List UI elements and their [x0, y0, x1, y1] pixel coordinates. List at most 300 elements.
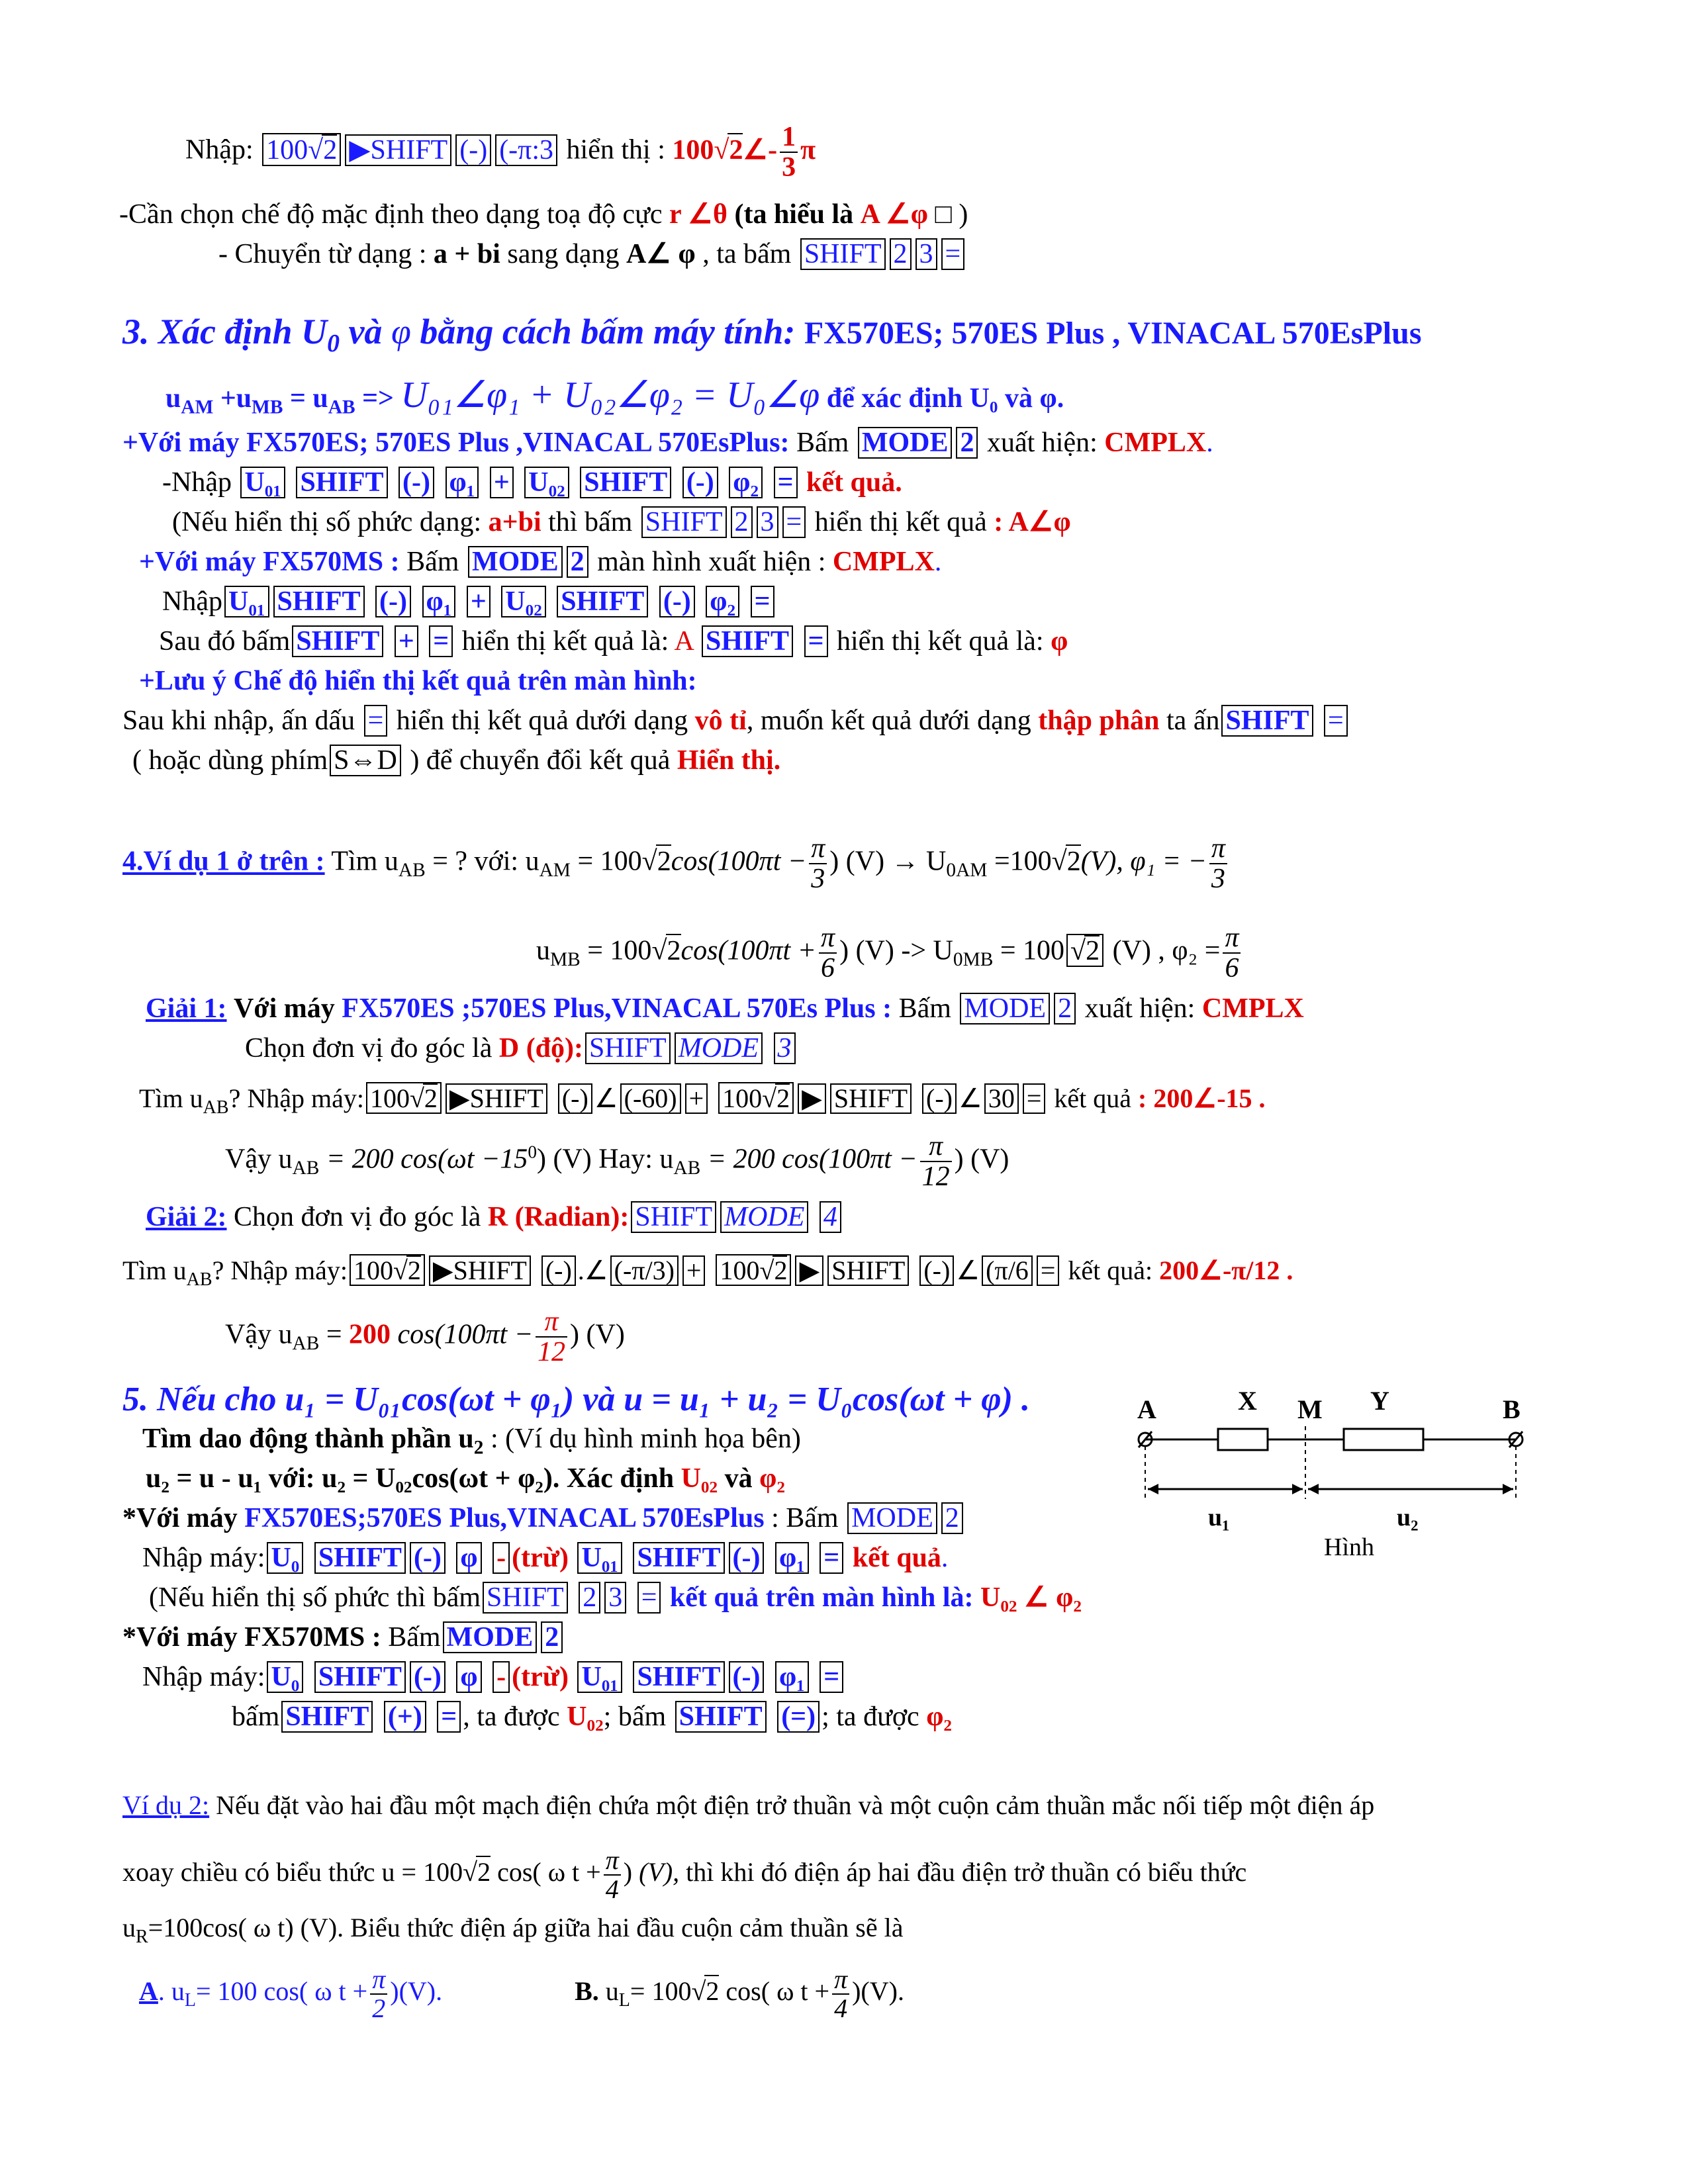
key-equals: =	[941, 238, 965, 270]
text: Tìm u	[122, 1255, 187, 1285]
key-plus: (+)	[384, 1701, 426, 1733]
text: : (Ví dụ hình minh họa bên)	[490, 1424, 801, 1454]
text: +Với máy FX570MS :	[139, 547, 400, 577]
text: FX570ES;570ES Plus,VINACAL 570EsPlus	[244, 1503, 765, 1533]
text: kết quả.	[806, 467, 902, 498]
text: .	[941, 1543, 949, 1573]
text: (ta hiểu là	[734, 199, 854, 230]
text: *Với máy FX570MS :	[122, 1622, 381, 1653]
text: cos(100πt +	[680, 935, 817, 966]
text: U₀₂ ∠ φ₂	[980, 1582, 1082, 1613]
key-shift: SHIFT	[314, 1542, 406, 1574]
answer-letter: B.	[575, 1976, 599, 2007]
key-plus: +	[467, 586, 491, 617]
key-arrow: ▶	[795, 1255, 823, 1286]
text: = 200 cos(100πt −	[707, 1144, 917, 1175]
label-display: hiển thị :	[566, 134, 665, 165]
key-2: 2	[567, 546, 588, 578]
label-nhap: Nhập:	[185, 134, 254, 165]
key-shift: SHIFT	[633, 1542, 724, 1574]
line-ms-sub-result	[232, 1701, 952, 1733]
key-2: 2	[1054, 993, 1076, 1024]
text: AB	[398, 860, 426, 882]
text: Tìm dao động thành phần u	[142, 1424, 474, 1454]
key-plus: +	[490, 467, 514, 498]
line-input-sequence	[162, 467, 902, 498]
line-fx570ms-2	[122, 1621, 565, 1653]
text: =100	[994, 846, 1052, 877]
key-equals: =	[429, 625, 453, 657]
text: : Bấm	[771, 1503, 839, 1533]
key-neg-pi-3: (-π/3)	[610, 1255, 679, 1286]
fraction: $\frac{\pi}{12}$	[536, 1307, 567, 1367]
line-example-2-cont: xoay chiều có biểu thức u = 100√2 cos( ω t + $\frac{\pi}{4}$ ) (V), thì khi đó điện áp hai đầu điện trở thuần có biểu thức	[122, 1845, 1247, 1904]
text: R	[136, 1927, 148, 1947]
key-equals: =	[637, 1582, 661, 1614]
angle-symbol: ∠	[959, 1083, 982, 1113]
key-u01: U₀₁	[577, 1542, 622, 1574]
text: )(V).	[852, 1976, 904, 2007]
text: L	[184, 1990, 196, 2011]
text: . u	[158, 1976, 185, 2007]
sqrt-box: √2	[1066, 934, 1103, 967]
key-3: 3	[915, 238, 937, 270]
key-shift: SHIFT	[702, 625, 793, 657]
text: kết quả trên màn hình là:	[669, 1582, 974, 1613]
line-u2-formula	[146, 1463, 785, 1494]
key-equals: (=)	[777, 1701, 820, 1733]
key-u0: U₀	[267, 1661, 303, 1693]
text: (V),	[639, 1857, 680, 1888]
line-example-1: 4.Ví dụ 1 ở trên : Tìm $u_{AB}$ = ? với: $u_{AM} = 100√2\cos(100\pi t$ − $\frac{\pi}{3}$ ) $(V) \to U_{0AM} =100√2(V)$, φ₁ = − $\frac{\pi}{3}$	[122, 834, 1230, 893]
key-shift: SHIFT	[314, 1661, 406, 1693]
key-4: 4	[820, 1201, 841, 1233]
line-solution-1	[146, 993, 1304, 1024]
text: kết quả	[1054, 1083, 1132, 1113]
key-mode: MODE	[468, 546, 563, 578]
text: D (độ):	[498, 1033, 584, 1064]
key-negative: (-)	[922, 1083, 957, 1114]
line-solution-2	[146, 1201, 843, 1233]
angle-symbol: .∠	[577, 1255, 608, 1285]
text: u₂ = u - u₁	[146, 1463, 262, 1494]
label-x: X	[1238, 1387, 1257, 1416]
key-phi2: φ₂	[706, 586, 739, 617]
text: Tìm u	[331, 846, 399, 877]
key-equals: =	[1324, 705, 1348, 737]
key-mode: MODE	[847, 1502, 937, 1534]
label-u1: u₁	[1208, 1504, 1230, 1531]
component-y	[1344, 1429, 1423, 1450]
fraction: $\frac{\pi}{6}$	[819, 923, 837, 983]
key-u0: U₀	[267, 1542, 303, 1574]
text: , muốn kết quả dưới dạng	[746, 705, 1031, 736]
text: (trừ)	[512, 1662, 569, 1692]
key-phi2: φ₂	[729, 467, 763, 498]
text: 2	[706, 1976, 720, 2007]
text: Hiển thị.	[677, 745, 781, 776]
text: 200	[349, 1319, 391, 1350]
text: Vậy u	[225, 1144, 293, 1175]
text: φ	[391, 312, 411, 351]
key-equals: =	[782, 506, 806, 538]
text: màn hình xuất hiện :	[597, 547, 826, 577]
figure-caption: Hình	[1324, 1533, 1374, 1561]
key-negative: (-)	[410, 1542, 445, 1574]
text: =	[326, 1319, 342, 1350]
text: và	[348, 312, 383, 351]
result: : 200∠-15 .	[1138, 1083, 1266, 1113]
fraction: $\frac{1}{3}$	[780, 122, 798, 182]
text: thập phân	[1038, 705, 1160, 736]
key-shift: ▶SHIFT	[445, 1083, 547, 1114]
component-x	[1218, 1429, 1268, 1450]
text: xoay chiều có biểu thức u = 100	[122, 1857, 463, 1888]
text: = 100	[577, 846, 642, 877]
text: 2	[477, 1857, 491, 1888]
fraction: $\frac{\pi}{12}$	[920, 1132, 952, 1191]
text: ; bấm	[603, 1702, 667, 1732]
key-shift: SHIFT	[557, 586, 648, 617]
key-mode: MODE	[960, 993, 1050, 1024]
key-equals: =	[820, 1542, 843, 1574]
text: 0	[528, 1142, 537, 1162]
key-minus: -	[492, 1542, 510, 1574]
line-find-u2	[142, 1423, 801, 1459]
text: =100cos( ω t) (V). Biểu thức điện áp giữa hai đầu cuộn cảm thuần sẽ là	[148, 1913, 904, 1942]
key-shift: SHIFT	[675, 1701, 767, 1733]
key-100sqrt2: 100√2	[350, 1254, 425, 1286]
text: FX570ES; 570ES Plus , VINACAL 570EsPlus	[804, 316, 1422, 351]
key-mode: MODE	[720, 1201, 808, 1233]
line-ms-result	[159, 625, 1068, 657]
key-3: 3	[757, 506, 778, 538]
text: = 100 cos( ω t +	[196, 1976, 368, 2007]
key-shift: SHIFT	[633, 1661, 724, 1693]
text: vô tỉ	[694, 705, 747, 736]
text: U₀₂	[680, 1463, 718, 1494]
key-u01: U₀₁	[224, 586, 269, 617]
key-negative: (-)	[399, 467, 434, 498]
text: 2	[656, 844, 671, 878]
text: (Nếu hiển thị số phức dạng:	[172, 507, 482, 537]
key-2: 2	[956, 427, 978, 459]
text: □ )	[935, 199, 968, 230]
line-umb: $u_{MB} = 100√2\cos(100\pi t$ + $\frac{\pi}{6}$ ) $(V) -> U_{0MB} = 100$ √2 (V) , φ₂ = $\frac{\pi}{6}$	[536, 923, 1243, 983]
line-sub-input	[142, 1542, 948, 1574]
text: φ	[1051, 626, 1068, 657]
key-shift: SHIFT	[580, 467, 671, 498]
text: MB	[550, 949, 581, 971]
text: Nhập máy:	[142, 1543, 265, 1573]
key-3: 3	[604, 1582, 626, 1614]
text: +Lưu ý Chế độ hiển thị kết quả trên màn hình:	[139, 666, 697, 696]
text: AB	[292, 1158, 320, 1179]
text: ) để chuyển đổi kết quả	[410, 745, 671, 776]
cmplx: CMPLX	[1104, 428, 1207, 458]
arrowhead	[1148, 1484, 1158, 1494]
text: hiển thị kết quả dưới dạng	[396, 705, 688, 736]
text: : A∠φ	[994, 507, 1071, 537]
line-complex-display	[149, 1582, 1082, 1614]
key-phi: φ	[456, 1542, 481, 1574]
display-result: 100√2∠- $\frac{1}{3}$ π	[672, 122, 816, 183]
answer-letter: A	[139, 1976, 158, 2007]
text: Với máy	[234, 993, 335, 1024]
text: .	[1206, 428, 1213, 458]
text: 0	[327, 329, 340, 357]
fraction: $\frac{\pi}{4}$	[832, 1966, 849, 2023]
result: 200∠-π/12 .	[1159, 1255, 1293, 1285]
key-minus: -	[492, 1661, 510, 1693]
key-negative: (-)	[558, 1083, 592, 1114]
text: u	[122, 1913, 136, 1942]
key-equals: =	[1037, 1255, 1060, 1286]
text: cos( ω t +	[497, 1857, 601, 1888]
line-ur	[122, 1913, 904, 1948]
text: xuất hiện:	[986, 428, 1098, 458]
key-equals: =	[437, 1701, 461, 1733]
text: u	[536, 935, 550, 966]
key-shift: SHIFT	[1221, 705, 1313, 737]
key-pi-6: (π/6	[982, 1255, 1033, 1286]
key-equals: =	[751, 586, 774, 617]
line-convert-form	[218, 238, 966, 270]
text: AM	[181, 396, 214, 418]
text: AB	[328, 396, 355, 418]
text: a + bi	[433, 239, 500, 269]
line-input-example	[185, 122, 816, 182]
label-u2: u₂	[1397, 1504, 1419, 1531]
key-phi1: φ₁	[422, 586, 456, 617]
line-fx570es-2	[122, 1502, 965, 1534]
text: (V) , φ₂ =	[1112, 935, 1221, 966]
line-answers	[139, 1966, 904, 2023]
key-2: 2	[941, 1502, 963, 1534]
text: Tìm u	[139, 1083, 203, 1113]
text: Nhập máy:	[142, 1662, 265, 1692]
text: kết quả:	[1068, 1255, 1153, 1285]
key-plus: +	[682, 1255, 706, 1286]
fraction: $\frac{\pi}{3}$	[1209, 834, 1227, 893]
answer-b[interactable]: B. $u_L= 100√2$ cos( ω t + $\frac{\pi}{4}$ )(V).	[575, 1964, 904, 2023]
key-shift: SHIFT	[585, 1032, 671, 1064]
line-ms-input	[162, 586, 776, 617]
text: Nhập	[162, 586, 222, 617]
text: , ta bấm	[702, 239, 792, 269]
key-phi1: φ₁	[775, 1661, 809, 1693]
text: AB	[186, 1269, 212, 1290]
text: =>	[362, 383, 394, 414]
line-degree-mode	[245, 1032, 798, 1064]
text: - Chuyển từ dạng :	[218, 239, 427, 269]
heading-section-3	[122, 311, 1422, 358]
text: Bấm	[388, 1622, 441, 1653]
text: 0AM	[946, 860, 988, 882]
text: MB	[252, 396, 283, 418]
text: để xác định U₀ và φ.	[826, 383, 1064, 414]
key-negative: (-)	[410, 1661, 445, 1693]
text: (Nếu hiển thị số phức thì bấm	[149, 1582, 481, 1613]
key-negative: (-)	[729, 1661, 765, 1693]
text: (V), φ₁ = −	[1080, 846, 1207, 877]
line-complex-form	[172, 506, 1071, 538]
text: Vậy u	[225, 1319, 293, 1350]
fraction: $\frac{\pi}{4}$	[604, 1846, 621, 1903]
text: sang dạng	[507, 239, 620, 269]
example-title: 4.Ví dụ 1 ở trên :	[122, 846, 325, 877]
text: thì bấm	[548, 507, 633, 537]
key-2: 2	[731, 506, 753, 538]
text: 5. Nếu cho u₁ = U₀₁cos(ωt + φ₁) và u = u₁ + u₂ = U₀cos(ωt + φ) .	[122, 1381, 1030, 1418]
key-negative: (-)	[919, 1255, 954, 1286]
text: Bấm	[898, 993, 951, 1024]
key-100sqrt2: 100√2	[262, 133, 341, 166]
text: AM	[539, 860, 571, 882]
text: (trừ)	[512, 1543, 569, 1573]
text: bằng cách bấm máy tính:	[420, 312, 796, 351]
text: hiển thị kết quả	[814, 507, 987, 537]
text: Sau đó bấm	[159, 626, 291, 657]
key-2: 2	[579, 1582, 600, 1614]
key-phi1: φ₁	[445, 467, 479, 498]
line-ms-sub-input	[142, 1661, 845, 1693]
key-phi1: φ₁	[775, 1542, 809, 1574]
heading-section-5	[122, 1380, 1030, 1420]
text: = ? với: u	[432, 846, 539, 877]
text: và	[724, 1463, 753, 1494]
text: 2	[473, 1437, 484, 1459]
cmplx: CMPLX	[832, 547, 935, 577]
solution-title: Giải 2:	[146, 1202, 227, 1232]
text: kết quả	[852, 1543, 941, 1573]
text: ; ta được	[821, 1702, 919, 1732]
key-neg-60: (-60)	[620, 1083, 681, 1114]
text: hiển thị kết quả là:	[461, 626, 669, 657]
key-u02: U₀₂	[501, 586, 546, 617]
key-shift: SHIFT	[800, 238, 886, 270]
text: L	[618, 1990, 630, 2011]
line-example-2	[122, 1790, 1374, 1821]
text: φ₂	[926, 1702, 953, 1732]
text: Chọn đơn vị đo góc là	[234, 1202, 481, 1232]
text: hiển thị kết quả là:	[837, 626, 1044, 657]
line-sd-key	[132, 745, 780, 776]
text: ( hoặc dùng phím	[132, 745, 328, 776]
key-negative: (-)	[659, 586, 695, 617]
key-shift: SHIFT	[830, 1083, 912, 1114]
text: +u	[220, 383, 252, 414]
key-shift: ▶SHIFT	[429, 1255, 531, 1286]
text: ) (V)	[570, 1319, 625, 1350]
text: = u	[289, 383, 328, 414]
arrowhead	[1308, 1484, 1319, 1494]
text: FX570ES ;570ES Plus,VINACAL 570Es Plus :	[342, 993, 892, 1024]
key-equals: =	[820, 1661, 843, 1693]
key-u01: U₀₁	[577, 1661, 622, 1693]
text: A∠ φ	[626, 239, 696, 269]
text: )(V).	[390, 1976, 443, 2007]
line-radian-input	[122, 1254, 1293, 1291]
key-3: 3	[774, 1032, 796, 1064]
fraction: $\frac{\pi}{6}$	[1223, 923, 1241, 983]
key-mode: MODE	[675, 1032, 763, 1064]
key-plus: +	[395, 625, 418, 657]
text: .	[934, 547, 942, 577]
text: thì khi đó điện áp hai đầu điện trở thuần có biểu thức	[686, 1857, 1247, 1888]
key-negative: (-)	[541, 1255, 576, 1286]
key-equals: =	[364, 705, 388, 737]
key-phi: φ	[456, 1661, 481, 1693]
text: Bấm	[796, 428, 849, 458]
key-2: 2	[890, 238, 912, 270]
answer-a[interactable]	[139, 1964, 449, 2023]
key-negative: (-)	[375, 586, 411, 617]
text: Sau khi nhập, ấn dấu	[122, 705, 355, 736]
text: φ₂	[759, 1463, 785, 1494]
text: ta ấn	[1166, 705, 1220, 736]
text: cos( ω t +	[726, 1976, 830, 2007]
text: *Với máy	[122, 1503, 238, 1533]
text: Chọn đơn vị đo góc là	[245, 1033, 492, 1064]
circuit-diagram	[1125, 1387, 1549, 1578]
text: 3. Xác định U	[122, 312, 328, 351]
text: ) (V) Hay: u	[536, 1144, 674, 1175]
solution-title: Giải 1:	[146, 993, 227, 1024]
line-result-1	[225, 1132, 1009, 1191]
text: a+bi	[488, 507, 541, 537]
key-30: 30	[984, 1083, 1019, 1114]
text: = 200 cos(ωt −15	[326, 1144, 528, 1175]
angle-symbol: ∠	[956, 1255, 980, 1285]
key-negative: (-)	[455, 134, 491, 166]
text: -Nhập	[162, 467, 232, 498]
key-arrow: ▶	[798, 1083, 826, 1114]
line-display-note	[139, 665, 697, 697]
key-neg-pi-3: (-π:3	[495, 134, 557, 166]
example-title: Ví dụ 2:	[122, 1790, 210, 1820]
arrowhead	[1503, 1484, 1513, 1494]
key-100sqrt2: 100√2	[366, 1082, 442, 1114]
polar-notation: r ∠θ	[669, 199, 727, 230]
text: = 100	[630, 1976, 692, 2007]
text: với: u₂ = U₀₂cos(ωt + φ₂). Xác định	[268, 1463, 675, 1494]
key-shift: SHIFT	[827, 1255, 909, 1286]
key-100sqrt2: 100√2	[716, 1254, 791, 1286]
key-equals: =	[1023, 1083, 1046, 1114]
key-u01: U₀₁	[240, 467, 285, 498]
key-negative: (-)	[729, 1542, 765, 1574]
text: R (Radian):	[487, 1202, 630, 1232]
key-100sqrt2: 100√2	[718, 1082, 794, 1114]
formula: U₀₁∠φ₁ + U₀₂∠φ₂ = U₀∠φ	[400, 375, 820, 416]
text: ? Nhập máy:	[228, 1083, 364, 1113]
line-fx570es	[122, 427, 1213, 459]
key-shift: ▶SHIFT	[345, 134, 451, 166]
line-fx570ms	[139, 546, 941, 578]
text: bấm	[232, 1702, 280, 1732]
text: +Với máy FX570ES; 570ES Plus ,VINACAL 570EsPlus:	[122, 428, 790, 458]
key-shift: SHIFT	[292, 625, 383, 657]
text: AB	[292, 1333, 320, 1355]
key-equals: =	[774, 467, 798, 498]
line-display-mode	[122, 705, 1350, 737]
text: )	[623, 1857, 633, 1888]
text: -Cần chọn chế độ mặc định theo dạng toạ độ cực	[119, 199, 663, 230]
key-plus: +	[685, 1083, 708, 1114]
text: ) (V) → U	[829, 846, 947, 877]
text: xuất hiện:	[1084, 993, 1196, 1024]
